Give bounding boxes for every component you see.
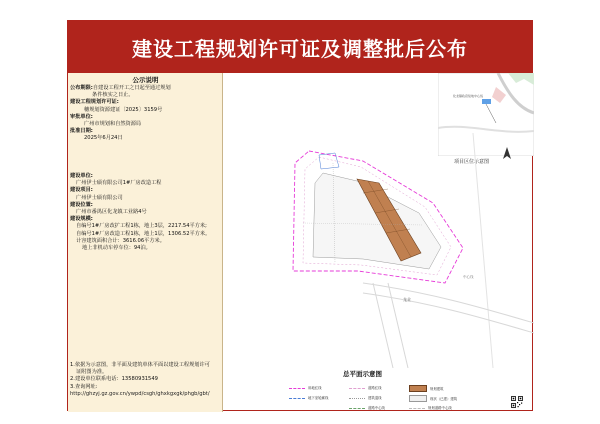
note-2: 2.建设单位联系电话：13580931549	[70, 376, 158, 383]
banner-title: 建设工程规划许可证及调整批后公布	[132, 36, 468, 61]
project-value: 广州伊士硕有限公司	[76, 194, 123, 201]
banner	[68, 21, 532, 73]
road-label-1: 龙业	[403, 297, 411, 302]
authority-label: 审批单位:	[70, 113, 93, 120]
project-label: 建设项目:	[70, 187, 93, 194]
scale-line-3: 计容建筑面积合计：3616.06平方米。	[76, 237, 165, 244]
unit-value: 广州伊士硕有限公司1#厂房改造工程	[76, 180, 162, 187]
query-url[interactable]: http://ghzyj.gz.gov.cn/ywpd/csgh/ghxkgxgk/phgb/gbt/	[70, 390, 210, 397]
permit-label: 建设工程规划许可证:	[70, 99, 119, 106]
legend-item-road-red: 道路红线	[349, 385, 382, 390]
notice-text	[70, 85, 171, 143]
map-small-label: 化龙镇政府驻地中心线	[453, 94, 484, 98]
legend-item-basement: 地下室轮廓线	[289, 395, 328, 400]
authority-value: 广州市规划和自然资源局	[84, 121, 142, 128]
legend-item-road-center: 道路中心线	[349, 405, 385, 410]
date-value: 2025年6月24日	[84, 135, 123, 142]
site-plan-title: 总平面示意图	[343, 370, 382, 378]
note-1b: 证附图为准。	[76, 369, 108, 376]
location-label: 建设位置:	[70, 201, 93, 208]
notice-panel	[68, 73, 223, 412]
note-1a: 1.依据为示意图，非平面及建筑单体平面以建设工程规划许可	[70, 362, 210, 368]
project-marker	[482, 99, 491, 104]
legend	[289, 385, 529, 411]
notes-text	[70, 362, 210, 398]
parking-line: 地上非机动车停车位：94泊。	[82, 245, 151, 252]
legend-item-existing: 现状（已建）建筑	[409, 395, 457, 402]
date-label: 批准日期:	[70, 128, 93, 135]
road-label-2: 中心线	[463, 275, 474, 279]
legend-item-land-red: 用地红线	[289, 385, 322, 390]
scale-line-2: 自编号1#厂房改造工程1栋，地上1层，1306.52平方米。	[76, 230, 211, 237]
map-panel	[223, 73, 534, 412]
period-value-2: 条件核实之日止。	[92, 92, 134, 99]
legend-item-planned-road-center: 规划道路中心线	[409, 405, 452, 410]
qr-code-icon[interactable]	[511, 396, 523, 408]
legend-item-planned-building: 规划建筑	[409, 385, 444, 392]
location-value: 广州市番禺区化龙镇工业路4号	[76, 209, 147, 216]
unit-label: 建设单位:	[70, 173, 93, 179]
period-value: 自建设工程开工之日起至通过规划	[92, 85, 171, 91]
details-text	[70, 173, 210, 252]
scale-label: 建设规模:	[70, 216, 93, 223]
permit-value: 穗规划资源建证〔2025〕3159号	[84, 106, 163, 113]
period-label: 公布期限:	[70, 85, 93, 91]
notice-board	[67, 20, 533, 411]
note-3: 3.查询网址:	[70, 383, 98, 390]
location-map-label: 项目区位示意图	[454, 159, 490, 165]
north-arrow-icon	[503, 147, 511, 159]
legend-item-setback: 建筑退线	[349, 395, 382, 400]
scale-line-1: 自编号1#厂房改扩工程1栋，地上3层，2217.54平方米;	[76, 223, 207, 230]
site-plan	[223, 133, 534, 368]
notice-heading: 公示说明	[132, 76, 159, 84]
